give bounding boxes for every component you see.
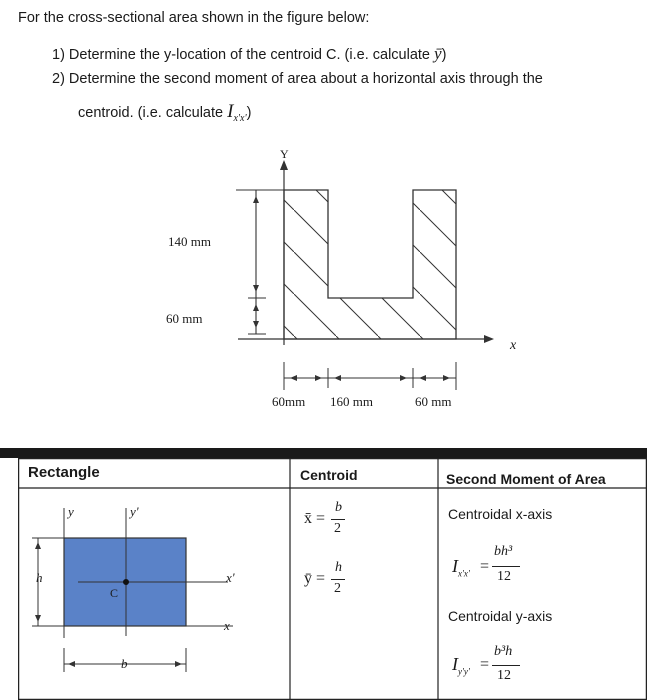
rectangle-diagram [18, 488, 280, 698]
centroid-header: Centroid [300, 467, 358, 483]
rect-label-h: h [36, 570, 43, 585]
dim-width-right: 60 mm [415, 394, 452, 409]
xbar-formula [304, 510, 325, 528]
centroidal-y-axis-title: Centroidal y-axis [448, 608, 553, 624]
u-channel-shape [284, 190, 456, 339]
ix-equals: = [480, 558, 490, 575]
inertia-symbol: I [227, 101, 234, 122]
xbar-numerator: b [335, 500, 342, 515]
rect-label-c: C [110, 586, 119, 600]
rect-label-x: x [224, 618, 230, 633]
iy-equals: = [480, 656, 490, 673]
iy-subscript: y'y' [458, 666, 470, 677]
xbar-fraction-bar [331, 519, 345, 520]
iy-lhs: $I_{y'y'}$ [452, 654, 470, 677]
inertia-subscript: x'x' [233, 112, 247, 124]
problem-intro: For the cross-sectional area shown in the figure below: [18, 10, 370, 26]
dim-height-upper: 140 mm [168, 234, 211, 249]
ybar-lhs: ȳ = [304, 570, 326, 587]
problem-item-1: 1) Determine the y-location of the centroid C. (i.e. calculate ȳ) [52, 44, 447, 63]
separator-bar [0, 448, 647, 458]
dim-height-lower: 60 mm [166, 311, 203, 326]
iy-fraction-bar [492, 665, 520, 666]
centroid-point [123, 579, 129, 585]
x-axis-label: x [510, 338, 517, 353]
ybar-denominator: 2 [334, 581, 341, 596]
iy-numerator: b³h [494, 644, 513, 659]
dim-width-middle: 160 mm [330, 394, 373, 409]
problem-item-2-cont: centroid. (i.e. calculate $I_{x'x'}$) [78, 101, 252, 124]
centroidal-x-axis-title: Centroidal x-axis [448, 506, 553, 522]
problem-item-2: 2) Determine the second moment of area about a horizontal axis through the [52, 71, 543, 87]
ybar-numerator: h [335, 560, 342, 575]
y-axis-label: Y [280, 147, 289, 161]
ix-subscript: x'x' [458, 568, 470, 579]
iy-denominator: 12 [497, 668, 511, 683]
x-axis-arrow [484, 335, 494, 343]
rect-label-x-prime: x' [226, 570, 235, 585]
rect-label-b: b [121, 656, 128, 671]
ybar-fraction-bar [331, 579, 345, 580]
item2-cont-text: centroid. (i.e. calculate [78, 105, 224, 121]
xbar-lhs: x̄ = [304, 510, 326, 527]
reference-table [18, 458, 647, 700]
ix-lhs: $I_{x'x'}$ [452, 556, 470, 579]
ybar-formula [304, 570, 325, 588]
ybar-symbol: ȳ [434, 44, 442, 63]
dim-width-left: 60mm [272, 394, 306, 409]
rect-label-y: y [68, 504, 74, 519]
item1-text: 1) Determine the y-location of the centroid C. (i.e. calculate [52, 47, 430, 63]
rect-label-y-prime: y' [130, 504, 139, 519]
ix-fraction-bar [492, 566, 520, 567]
ix-numerator: bh³ [494, 544, 513, 559]
second-moment-header: Second Moment of Area [446, 471, 606, 487]
xbar-denominator: 2 [334, 521, 341, 536]
rectangle-header: Rectangle [28, 464, 100, 481]
ix-denominator: 12 [497, 569, 511, 584]
